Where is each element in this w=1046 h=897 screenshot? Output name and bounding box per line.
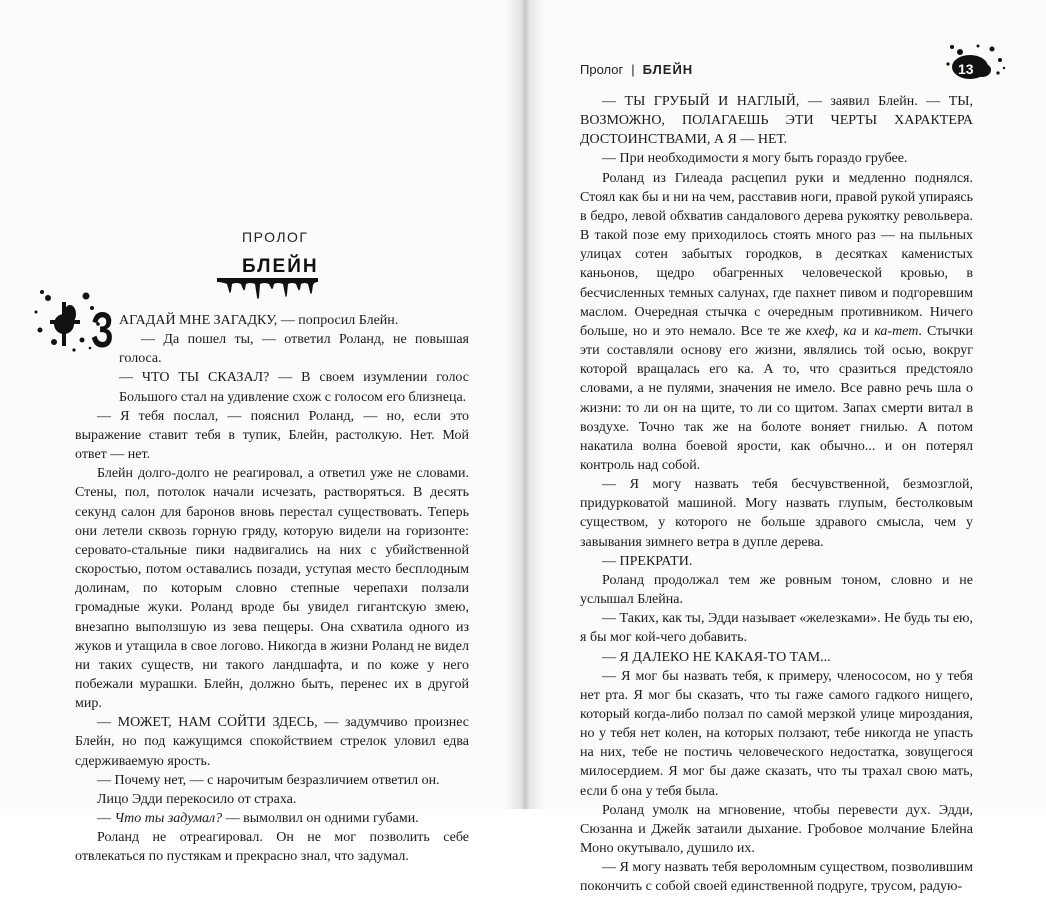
paragraph: АГАДАЙ МНЕ ЗАГАДКУ, — попросил Блейн. xyxy=(119,313,399,328)
paragraph: — ТЫ ГРУБЫЙ И НАГЛЫЙ, — заявил Блейн. — ТЫ, ВОЗМОЖНО, ПОЛАГАЕШЬ ЭТИ ЧЕРТЫ ХАРАКТЕРА ДОСТОИНСТВАМИ, А Я — НЕТ. xyxy=(580,94,973,148)
paragraph: — Я могу назвать тебя бесчувственной, безмозглой, придурковатой машиной. Могу назвать глупым, бестолковым существом, у которого не больше здравого смысла, чем у завывания зимнего ветра в дупле дерева. xyxy=(580,477,973,550)
page-number: 13 xyxy=(958,61,974,77)
paragraph: Роланд умолк на мгновение, чтобы перевести дух. Эдди, Сюзанна и Джейк затаили дыхание. Гробовое молчание Блейна Моно окутывало, душило их. xyxy=(580,802,973,857)
paragraph xyxy=(75,368,469,406)
paragraph: Роланд не отреагировал. Он не мог позволить себе отвлекаться по пустякам и прекрасно знал, что задумал. xyxy=(75,830,469,865)
running-header xyxy=(580,62,693,77)
paragraph: — Таких, как ты, Эдди называет «железками». Не будь ты ею, я бы мог кой-чего добавить. xyxy=(580,611,973,646)
paragraph: — Я мог бы назвать тебя, к примеру, членососом, но у тебя нет рта. Я мог бы сказать, что ты гаже самого гадкого нищего, который когда-либо ползал по самой мерзкой улице мироздания, но у тебя нет колен, на которых ползают, тебе никогда не упасть на них, тебе не постичь человеческого недостатка, зовущегося милосердием. Я мог бы даже сказать, что ты трахал свою мать, если б она у тебя была. xyxy=(580,668,973,799)
header-separator: | xyxy=(631,62,635,77)
paragraph: — Да пошел ты, — ответил Роланд, не повышая голоса. xyxy=(119,332,469,367)
paragraph: Блейн долго-долго не реагировал, а ответил уже не словами. Стены, пол, потолок начали исчезать, растворяться. В десять секунд салон для баронов вновь перестал существовать. Теперь они летели сквозь горную гряду, которую видели на горизонте: серовато-стальные пики надвигались на них с убийственной скоростью, потом оставались позади, уступая место бесплодным долинам, по которым словно степные черепахи ползали громадные жуки. Роланд вроде бы увидел гигантскую змею, внезапно выползшую из зева пещеры. Она схватила одного из жуков и утащила в свое логово. Никогда в жизни Роланд не видел ни таких существ, ни такого ландшафта, и по коже у него побежали мурашки. Блейн, должно быть, перенес их в другой мир. xyxy=(75,466,469,712)
header-section: Пролог xyxy=(580,62,624,77)
left-text-block xyxy=(75,311,469,867)
paragraph: — Я могу назвать тебя вероломным существом, позволившим покончить с собой своей единственной подруге, трусом, радую- xyxy=(580,860,973,895)
left-page xyxy=(0,0,522,865)
paragraph: Лицо Эдди перекосило от страха. xyxy=(97,791,297,807)
chapter-label: ПРОЛОГ xyxy=(242,229,309,245)
paragraph: — Что ты задумал? — вымолвил он одними губами. xyxy=(97,811,419,827)
paragraph: — При необходимости я могу быть гораздо грубее. xyxy=(602,151,908,167)
book-spine-shadow xyxy=(505,0,545,809)
paragraph: — Я тебя послал, — пояснил Роланд, — но, если это выражение ставит тебя в тупик, Блейн, растолкую. Нет. Мой ответ — нет. xyxy=(75,408,469,463)
paragraph: — ПРЕКРАТИ. xyxy=(602,553,693,569)
ink-drip-decoration xyxy=(215,275,320,303)
right-text-block xyxy=(580,92,973,897)
header-chapter: БЛЕЙН xyxy=(642,62,694,77)
paragraph: — Я ДАЛЕКО НЕ КАКАЯ-ТО ТАМ... xyxy=(602,649,831,665)
paragraph-text: — ЧТО ТЫ СКАЗАЛ? — В своем изумлении голос Большого стал на удивление схож с голосом его близнеца. xyxy=(119,370,469,405)
chapter-title: БЛЕЙН xyxy=(242,256,319,277)
paragraph: — Почему нет, — с нарочитым безразличием ответил он. xyxy=(97,772,440,788)
page-number-splatter-icon xyxy=(944,40,1010,82)
drop-cap: З xyxy=(91,302,114,358)
paragraph: — МОЖЕТ, НАМ СОЙТИ ЗДЕСЬ, — задумчиво произнес Блейн, но под кажущимся спокойствием стрелок уловил едва сдерживаемую ярость. xyxy=(75,715,469,769)
paragraph: Роланд продолжал тем же ровным тоном, словно и не услышал Блейна. xyxy=(580,572,973,608)
paragraph: Роланд из Гилеада расцепил руки и медленно поднялся. Стоял как бы и ни на чем, расставив ноги, правой рукой упираясь в бедро, левой обхватив сандалового дерева рукоятку револьвера. В такой позе ему приходилось стоять много раз — на пыльных улицах сотен забытых городков, в десятках каменистых каньонов, щедро обагренных человеческой кровью, в бесчисленных темных салунах, где пахнет пивом и подгоревшим маслом. Очередная стычка с очередным противником. Ничего больше, но и это немало. Все те же кхеф, ка и ка-тет. Стычки эти составляли основу его жизни, являлись той осью, вокруг которой вращалась его ка. А то, что сразиться предстояло словами, а не пулями, значения не имело. Все равно речь шла о жизни: то ли он на щите, то ли со щитом. Запах смерти витал в воздухе. Точно так же на болоте воняет гнилью. А потом накатила волна боевой ярости, как обычно... и он потерял контроль над собой. xyxy=(580,170,973,473)
